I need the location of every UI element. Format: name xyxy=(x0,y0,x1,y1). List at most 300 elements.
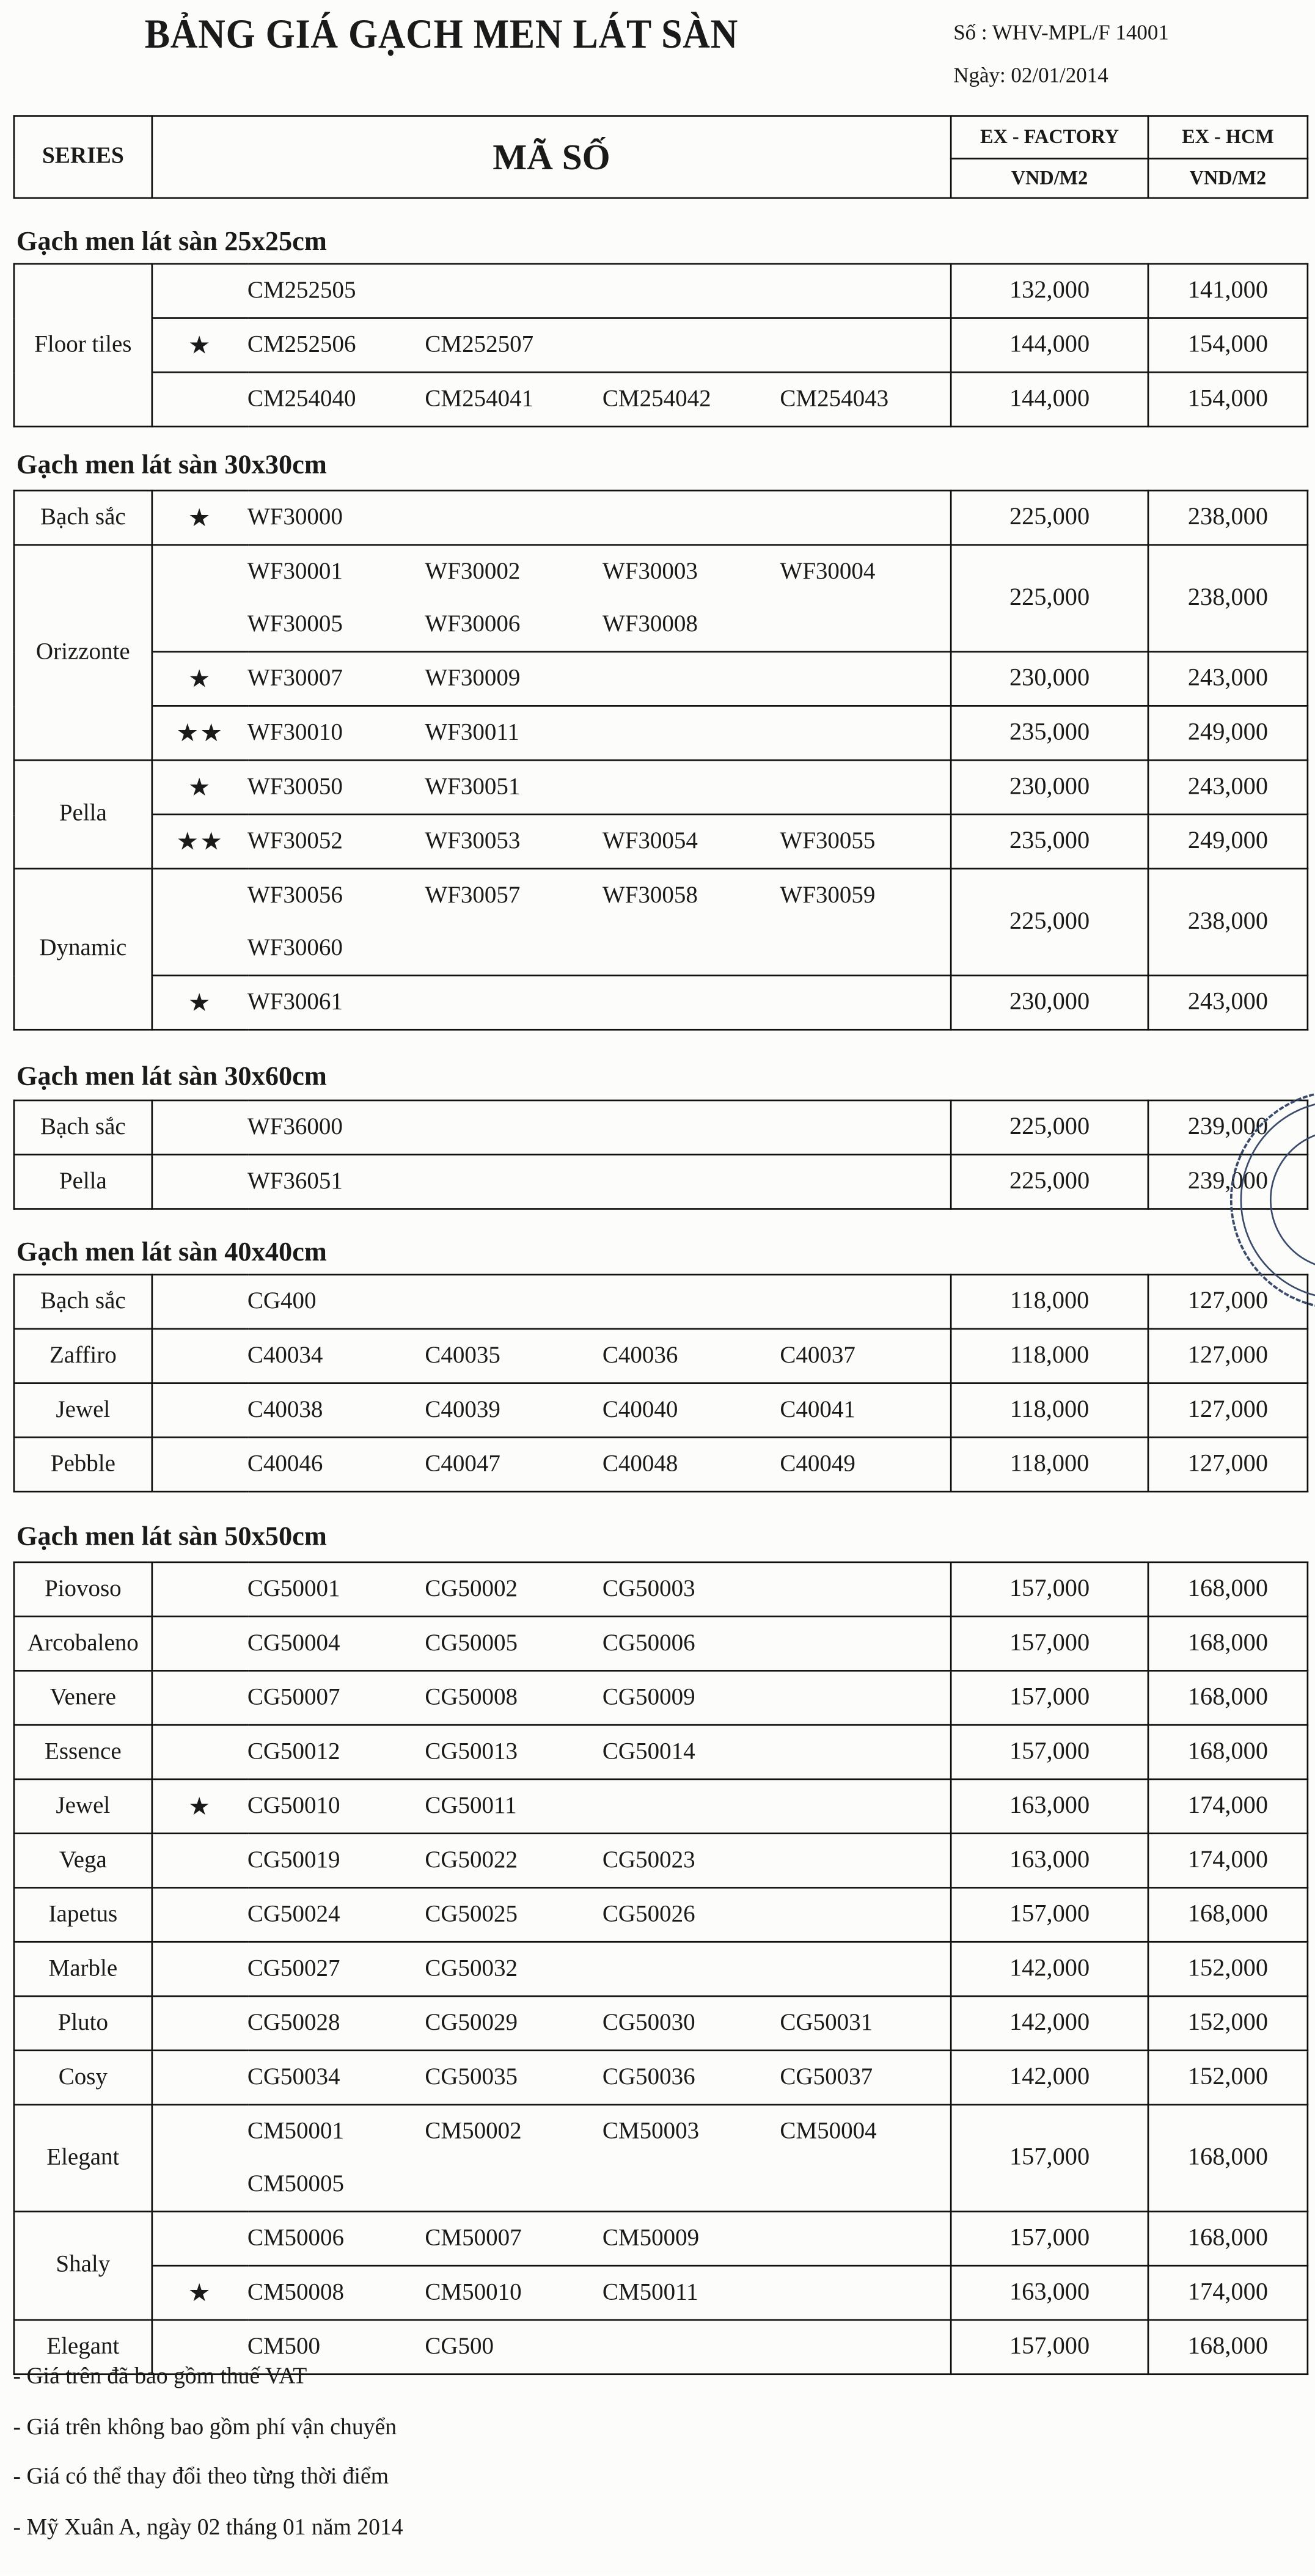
series-name: Iapetus xyxy=(14,1887,152,1942)
price-table xyxy=(13,263,1309,427)
price-ex-factory: 157,000 xyxy=(951,1725,1148,1779)
table-row xyxy=(14,2105,1308,2212)
code-line xyxy=(247,598,950,651)
product-code: CG50037 xyxy=(780,2063,873,2090)
code-line xyxy=(247,1672,950,1724)
table-row xyxy=(14,318,1308,373)
price-ex-factory: 157,000 xyxy=(951,2105,1148,2212)
document-number: Số : WHV-MPL/F 14001 xyxy=(953,20,1169,45)
price-ex-hcm: 239,000 xyxy=(1148,1155,1308,1209)
price-ex-factory: 235,000 xyxy=(951,814,1148,869)
price-ex-factory: 225,000 xyxy=(951,1100,1148,1155)
code-line xyxy=(247,2267,950,2319)
table-row xyxy=(14,869,1308,976)
product-codes xyxy=(247,976,951,1030)
product-code: CG50006 xyxy=(602,1630,695,1656)
product-code: C40034 xyxy=(247,1342,323,1369)
product-code: CG50036 xyxy=(602,2063,695,2090)
header-unit-hcm: VND/M2 xyxy=(1148,159,1308,199)
price-ex-hcm: 152,000 xyxy=(1148,1942,1308,1996)
star-rating xyxy=(152,1996,247,2051)
table-row xyxy=(14,1942,1308,1996)
product-codes xyxy=(247,1100,951,1155)
product-code: C40047 xyxy=(425,1450,500,1477)
product-code: WF30054 xyxy=(602,827,698,854)
product-codes xyxy=(247,1437,951,1491)
product-codes xyxy=(247,2051,951,2105)
price-ex-hcm: 168,000 xyxy=(1148,2211,1308,2266)
code-line xyxy=(247,815,950,868)
product-code: C40040 xyxy=(602,1396,678,1423)
code-line xyxy=(247,2106,950,2158)
price-ex-hcm: 174,000 xyxy=(1148,2266,1308,2320)
price-ex-hcm: 243,000 xyxy=(1148,760,1308,814)
notes xyxy=(13,2354,403,2554)
code-line xyxy=(247,1997,950,2049)
product-code: CG50024 xyxy=(247,1900,340,1928)
code-line xyxy=(247,1780,950,1832)
note-price-change: - Giá có thể thay đổi theo từng thời điểm xyxy=(13,2465,389,2490)
product-code: WF36000 xyxy=(247,1113,343,1140)
code-line xyxy=(247,1101,950,1154)
star-rating xyxy=(152,1834,247,1888)
product-code: CG50004 xyxy=(247,1630,340,1656)
code-line xyxy=(247,373,950,426)
product-code: WF30052 xyxy=(247,827,343,854)
series-name: Vega xyxy=(14,1834,152,1888)
product-code: WF30059 xyxy=(780,882,876,909)
product-codes xyxy=(247,1779,951,1834)
product-codes xyxy=(247,1725,951,1779)
table-row xyxy=(14,1275,1308,1329)
price-ex-hcm: 243,000 xyxy=(1148,976,1308,1030)
code-line xyxy=(247,707,950,759)
header-ex-factory: EX - FACTORY xyxy=(951,116,1148,159)
code-line xyxy=(247,1330,950,1382)
product-code: CG50026 xyxy=(602,1900,695,1928)
star-rating: ★ xyxy=(152,652,247,706)
company-seal-icon xyxy=(1217,1085,1315,1315)
code-line xyxy=(247,1384,950,1436)
code-line xyxy=(247,1726,950,1779)
product-codes xyxy=(247,1996,951,2051)
product-code: WF30057 xyxy=(425,882,521,909)
code-line xyxy=(247,319,950,371)
series-name: Floor tiles xyxy=(14,264,152,426)
star-rating xyxy=(152,1275,247,1329)
table-row xyxy=(14,1437,1308,1491)
product-code: WF30002 xyxy=(425,558,521,585)
price-ex-hcm: 168,000 xyxy=(1148,2105,1308,2212)
product-codes xyxy=(247,2105,951,2212)
product-codes xyxy=(247,1887,951,1942)
series-name: Venere xyxy=(14,1670,152,1725)
price-ex-hcm: 168,000 xyxy=(1148,1887,1308,1942)
table-row xyxy=(14,1155,1308,1209)
star-rating xyxy=(152,1155,247,1209)
product-code: CG400 xyxy=(247,1287,317,1314)
star-rating: ★ xyxy=(152,976,247,1030)
star-rating xyxy=(152,2211,247,2266)
table-row xyxy=(14,545,1308,652)
code-line xyxy=(247,2051,950,2104)
product-code: WF30009 xyxy=(425,665,521,692)
code-line xyxy=(247,1155,950,1208)
series-name: Elegant xyxy=(14,2320,152,2374)
code-line xyxy=(247,491,950,544)
table-row xyxy=(14,2266,1308,2320)
series-name: Marble xyxy=(14,1942,152,1996)
table-row xyxy=(14,491,1308,545)
code-line xyxy=(247,1438,950,1491)
price-ex-factory: 235,000 xyxy=(951,706,1148,760)
price-ex-hcm: 238,000 xyxy=(1148,545,1308,652)
price-ex-hcm: 168,000 xyxy=(1148,1617,1308,1671)
product-code: CG50001 xyxy=(247,1575,340,1602)
price-ex-hcm: 154,000 xyxy=(1148,372,1308,426)
code-line xyxy=(247,922,950,975)
product-code: CG50032 xyxy=(425,1955,518,1981)
price-ex-factory: 230,000 xyxy=(951,760,1148,814)
code-line xyxy=(247,1834,950,1887)
table-row xyxy=(14,2211,1308,2266)
table-row xyxy=(14,814,1308,869)
star-rating xyxy=(152,1887,247,1942)
product-code: CG50030 xyxy=(602,2009,695,2036)
star-rating: ★ xyxy=(152,760,247,814)
price-ex-hcm: 154,000 xyxy=(1148,318,1308,373)
product-code: WF30003 xyxy=(602,558,698,585)
product-codes xyxy=(247,1275,951,1329)
series-name: Elegant xyxy=(14,2105,152,2212)
product-code: CG50002 xyxy=(425,1575,518,1602)
product-codes xyxy=(247,372,951,426)
product-code: CG50035 xyxy=(425,2063,518,2090)
section-title: Gạch men lát sàn 25x25cm xyxy=(16,225,327,257)
code-line xyxy=(247,761,950,813)
price-ex-factory: 163,000 xyxy=(951,1779,1148,1834)
product-code: CG50005 xyxy=(425,1630,518,1656)
price-ex-hcm: 174,000 xyxy=(1148,1779,1308,1834)
product-code: CM50008 xyxy=(247,2278,345,2305)
product-code: WF30053 xyxy=(425,827,521,854)
product-code: CG50013 xyxy=(425,1738,518,1765)
product-code: CG50003 xyxy=(602,1575,695,1602)
product-codes xyxy=(247,1383,951,1438)
product-code: CG50034 xyxy=(247,2063,340,2090)
product-code: CG50029 xyxy=(425,2009,518,2036)
star-rating xyxy=(152,1562,247,1617)
series-name: Jewel xyxy=(14,1383,152,1438)
star-rating: ★ xyxy=(152,491,247,545)
star-rating xyxy=(152,372,247,426)
product-code: WF30006 xyxy=(425,610,521,637)
star-rating xyxy=(152,1383,247,1438)
price-ex-hcm: 127,000 xyxy=(1148,1437,1308,1491)
product-code: C40041 xyxy=(780,1396,855,1423)
product-codes xyxy=(247,760,951,814)
product-code: C40048 xyxy=(602,1450,678,1477)
product-code: CM50010 xyxy=(425,2278,522,2305)
star-rating: ★★ xyxy=(152,814,247,869)
product-code: CG50027 xyxy=(247,1955,340,1981)
product-code: WF36051 xyxy=(247,1168,343,1195)
product-code: CG50008 xyxy=(425,1683,518,1710)
table-row xyxy=(14,1100,1308,1155)
series-name: Pluto xyxy=(14,1996,152,2051)
product-code: WF30004 xyxy=(780,558,876,585)
product-code: WF30008 xyxy=(602,610,698,637)
star-rating xyxy=(152,869,247,976)
table-row xyxy=(14,1617,1308,1671)
product-codes xyxy=(247,2211,951,2266)
price-ex-factory: 118,000 xyxy=(951,1437,1148,1491)
star-rating xyxy=(152,2051,247,2105)
table-row xyxy=(14,1562,1308,1617)
star-rating xyxy=(152,1942,247,1996)
document-title: BẢNG GIÁ GẠCH MEN LÁT SÀN xyxy=(144,13,739,58)
star-rating xyxy=(152,1725,247,1779)
price-ex-factory: 163,000 xyxy=(951,1834,1148,1888)
series-name: Piovoso xyxy=(14,1562,152,1617)
product-code: WF30051 xyxy=(425,773,521,800)
code-line xyxy=(247,976,950,1029)
price-ex-factory: 142,000 xyxy=(951,1942,1148,1996)
price-ex-factory: 157,000 xyxy=(951,2211,1148,2266)
product-code: CM50009 xyxy=(602,2224,700,2251)
product-code: CM50002 xyxy=(425,2118,522,2145)
table-row xyxy=(14,1329,1308,1383)
table-row xyxy=(14,1887,1308,1942)
star-rating xyxy=(152,1100,247,1155)
star-rating xyxy=(152,545,247,652)
code-line xyxy=(247,265,950,317)
code-line xyxy=(247,1617,950,1670)
series-name: Pella xyxy=(14,760,152,869)
table-row xyxy=(14,1725,1308,1779)
product-code: WF30001 xyxy=(247,558,343,585)
product-codes xyxy=(247,814,951,869)
product-code: CM50003 xyxy=(602,2118,700,2145)
price-ex-factory: 144,000 xyxy=(951,372,1148,426)
table-row xyxy=(14,1779,1308,1834)
section-title: Gạch men lát sàn 50x50cm xyxy=(16,1520,327,1552)
note-vat: - Giá trên đã bao gồm thuế VAT xyxy=(13,2365,307,2390)
price-ex-hcm: 239,000 xyxy=(1148,1100,1308,1155)
price-ex-factory: 118,000 xyxy=(951,1275,1148,1329)
product-code: CM254041 xyxy=(425,385,534,412)
star-rating xyxy=(152,1617,247,1671)
product-codes xyxy=(247,2266,951,2320)
product-code: WF30011 xyxy=(425,719,519,745)
star-rating xyxy=(152,1670,247,1725)
product-code: CG50014 xyxy=(602,1738,695,1765)
section-title: Gạch men lát sàn 30x60cm xyxy=(16,1060,327,1092)
product-code: C40049 xyxy=(780,1450,855,1477)
section-title: Gạch men lát sàn 30x30cm xyxy=(16,448,327,480)
series-name: Bạch sắc xyxy=(14,1100,152,1155)
product-code: CM252507 xyxy=(425,331,534,358)
product-code: C40046 xyxy=(247,1450,323,1477)
product-code: CG50022 xyxy=(425,1846,518,1873)
product-codes xyxy=(247,652,951,706)
table-row xyxy=(14,760,1308,814)
product-code: C40035 xyxy=(425,1342,500,1369)
product-code: CM252506 xyxy=(247,331,356,358)
note-place-date: - Mỹ Xuân A, ngày 02 tháng 01 năm 2014 xyxy=(13,2516,403,2541)
series-name: Jewel xyxy=(14,1779,152,1834)
price-ex-factory: 144,000 xyxy=(951,318,1148,373)
product-code: CM254042 xyxy=(602,385,711,412)
price-ex-hcm: 238,000 xyxy=(1148,869,1308,976)
product-code: WF30000 xyxy=(247,503,343,530)
series-name: Arcobaleno xyxy=(14,1617,152,1671)
product-code: WF30005 xyxy=(247,610,343,637)
product-code: WF30056 xyxy=(247,882,343,909)
product-code: CG50028 xyxy=(247,2009,340,2036)
product-codes xyxy=(247,318,951,373)
star-rating: ★ xyxy=(152,318,247,373)
product-code: CG50025 xyxy=(425,1900,518,1928)
price-ex-hcm: 141,000 xyxy=(1148,264,1308,318)
price-ex-factory: 225,000 xyxy=(951,1155,1148,1209)
table-row xyxy=(14,976,1308,1030)
series-name: Bạch sắc xyxy=(14,1275,152,1329)
code-line xyxy=(247,2158,950,2211)
product-code: CM50011 xyxy=(602,2278,698,2305)
product-code: CM50004 xyxy=(780,2118,877,2145)
price-ex-hcm: 238,000 xyxy=(1148,491,1308,545)
price-ex-hcm: 168,000 xyxy=(1148,1562,1308,1617)
price-table xyxy=(13,1100,1309,1210)
product-code: CM500 xyxy=(247,2333,321,2360)
product-code: C40039 xyxy=(425,1396,500,1423)
product-code: WF30060 xyxy=(247,934,343,961)
code-line xyxy=(247,1275,950,1328)
product-code: WF30055 xyxy=(780,827,876,854)
price-table xyxy=(13,490,1309,1031)
star-rating xyxy=(152,1329,247,1383)
series-name: Pebble xyxy=(14,1437,152,1491)
code-line xyxy=(247,653,950,705)
column-header-table xyxy=(13,115,1309,199)
series-name: Zaffiro xyxy=(14,1329,152,1383)
product-codes xyxy=(247,264,951,318)
product-code: WF30050 xyxy=(247,773,343,800)
price-ex-factory: 157,000 xyxy=(951,1617,1148,1671)
product-code: CG50009 xyxy=(602,1683,695,1710)
table-row xyxy=(14,264,1308,318)
product-code: WF30007 xyxy=(247,665,343,692)
series-name: Pella xyxy=(14,1155,152,1209)
price-table xyxy=(13,1274,1309,1493)
header-unit-factory: VND/M2 xyxy=(951,159,1148,199)
header-series: SERIES xyxy=(14,116,152,199)
product-code: CM254043 xyxy=(780,385,889,412)
product-code: CM252505 xyxy=(247,277,356,304)
product-code: WF30061 xyxy=(247,989,343,1015)
product-code: CG50023 xyxy=(602,1846,695,1873)
product-code: WF30010 xyxy=(247,719,343,745)
star-rating xyxy=(152,2105,247,2212)
product-codes xyxy=(247,1834,951,1888)
table-row xyxy=(14,2051,1308,2105)
price-ex-factory: 230,000 xyxy=(951,652,1148,706)
product-code: CM50006 xyxy=(247,2224,345,2251)
series-name: Orizzonte xyxy=(14,545,152,760)
star-rating: ★ xyxy=(152,2266,247,2320)
product-code: CG50007 xyxy=(247,1683,340,1710)
product-code: C40037 xyxy=(780,1342,855,1369)
price-ex-hcm: 152,000 xyxy=(1148,2051,1308,2105)
product-code: CG500 xyxy=(425,2333,494,2360)
section-title: Gạch men lát sàn 40x40cm xyxy=(16,1235,327,1267)
price-ex-factory: 225,000 xyxy=(951,545,1148,652)
price-ex-factory: 142,000 xyxy=(951,1996,1148,2051)
star-rating xyxy=(152,1437,247,1491)
table-row xyxy=(14,652,1308,706)
document-date: Ngày: 02/01/2014 xyxy=(953,62,1108,87)
price-table xyxy=(13,1562,1309,2376)
star-rating: ★ xyxy=(152,1779,247,1834)
price-ex-factory: 118,000 xyxy=(951,1329,1148,1383)
price-ex-hcm: 249,000 xyxy=(1148,706,1308,760)
price-ex-hcm: 127,000 xyxy=(1148,1275,1308,1329)
price-ex-factory: 230,000 xyxy=(951,976,1148,1030)
price-ex-factory: 163,000 xyxy=(951,2266,1148,2320)
table-row xyxy=(14,1834,1308,1888)
product-code: CM254040 xyxy=(247,385,356,412)
code-line xyxy=(247,1889,950,1941)
product-code: CG50019 xyxy=(247,1846,340,1873)
product-code: CM50005 xyxy=(247,2170,345,2197)
product-code: CG50012 xyxy=(247,1738,340,1765)
price-ex-factory: 225,000 xyxy=(951,491,1148,545)
code-line xyxy=(247,2212,950,2265)
table-row xyxy=(14,1996,1308,2051)
price-ex-factory: 157,000 xyxy=(951,1887,1148,1942)
product-codes xyxy=(247,706,951,760)
star-rating xyxy=(152,264,247,318)
price-ex-hcm: 168,000 xyxy=(1148,2320,1308,2374)
product-code: CM50007 xyxy=(425,2224,522,2251)
table-row xyxy=(14,372,1308,426)
product-codes xyxy=(247,1155,951,1209)
price-ex-hcm: 249,000 xyxy=(1148,814,1308,869)
price-ex-factory: 118,000 xyxy=(951,1383,1148,1438)
product-codes xyxy=(247,869,951,976)
product-codes xyxy=(247,1942,951,1996)
product-code: CG50010 xyxy=(247,1792,340,1819)
product-codes xyxy=(247,545,951,652)
series-name: Shaly xyxy=(14,2211,152,2320)
code-line xyxy=(247,1943,950,1996)
price-ex-hcm: 243,000 xyxy=(1148,652,1308,706)
price-ex-factory: 157,000 xyxy=(951,1562,1148,1617)
price-ex-hcm: 168,000 xyxy=(1148,1670,1308,1725)
product-code: WF30058 xyxy=(602,882,698,909)
table-row xyxy=(14,706,1308,760)
header-code: MÃ SỐ xyxy=(152,116,951,199)
product-code: CG50011 xyxy=(425,1792,517,1819)
star-rating: ★★ xyxy=(152,706,247,760)
product-codes xyxy=(247,1617,951,1671)
product-codes xyxy=(247,491,951,545)
header-ex-hcm: EX - HCM xyxy=(1148,116,1308,159)
table-row xyxy=(14,1670,1308,1725)
price-ex-hcm: 152,000 xyxy=(1148,1996,1308,2051)
table-row xyxy=(14,1383,1308,1438)
